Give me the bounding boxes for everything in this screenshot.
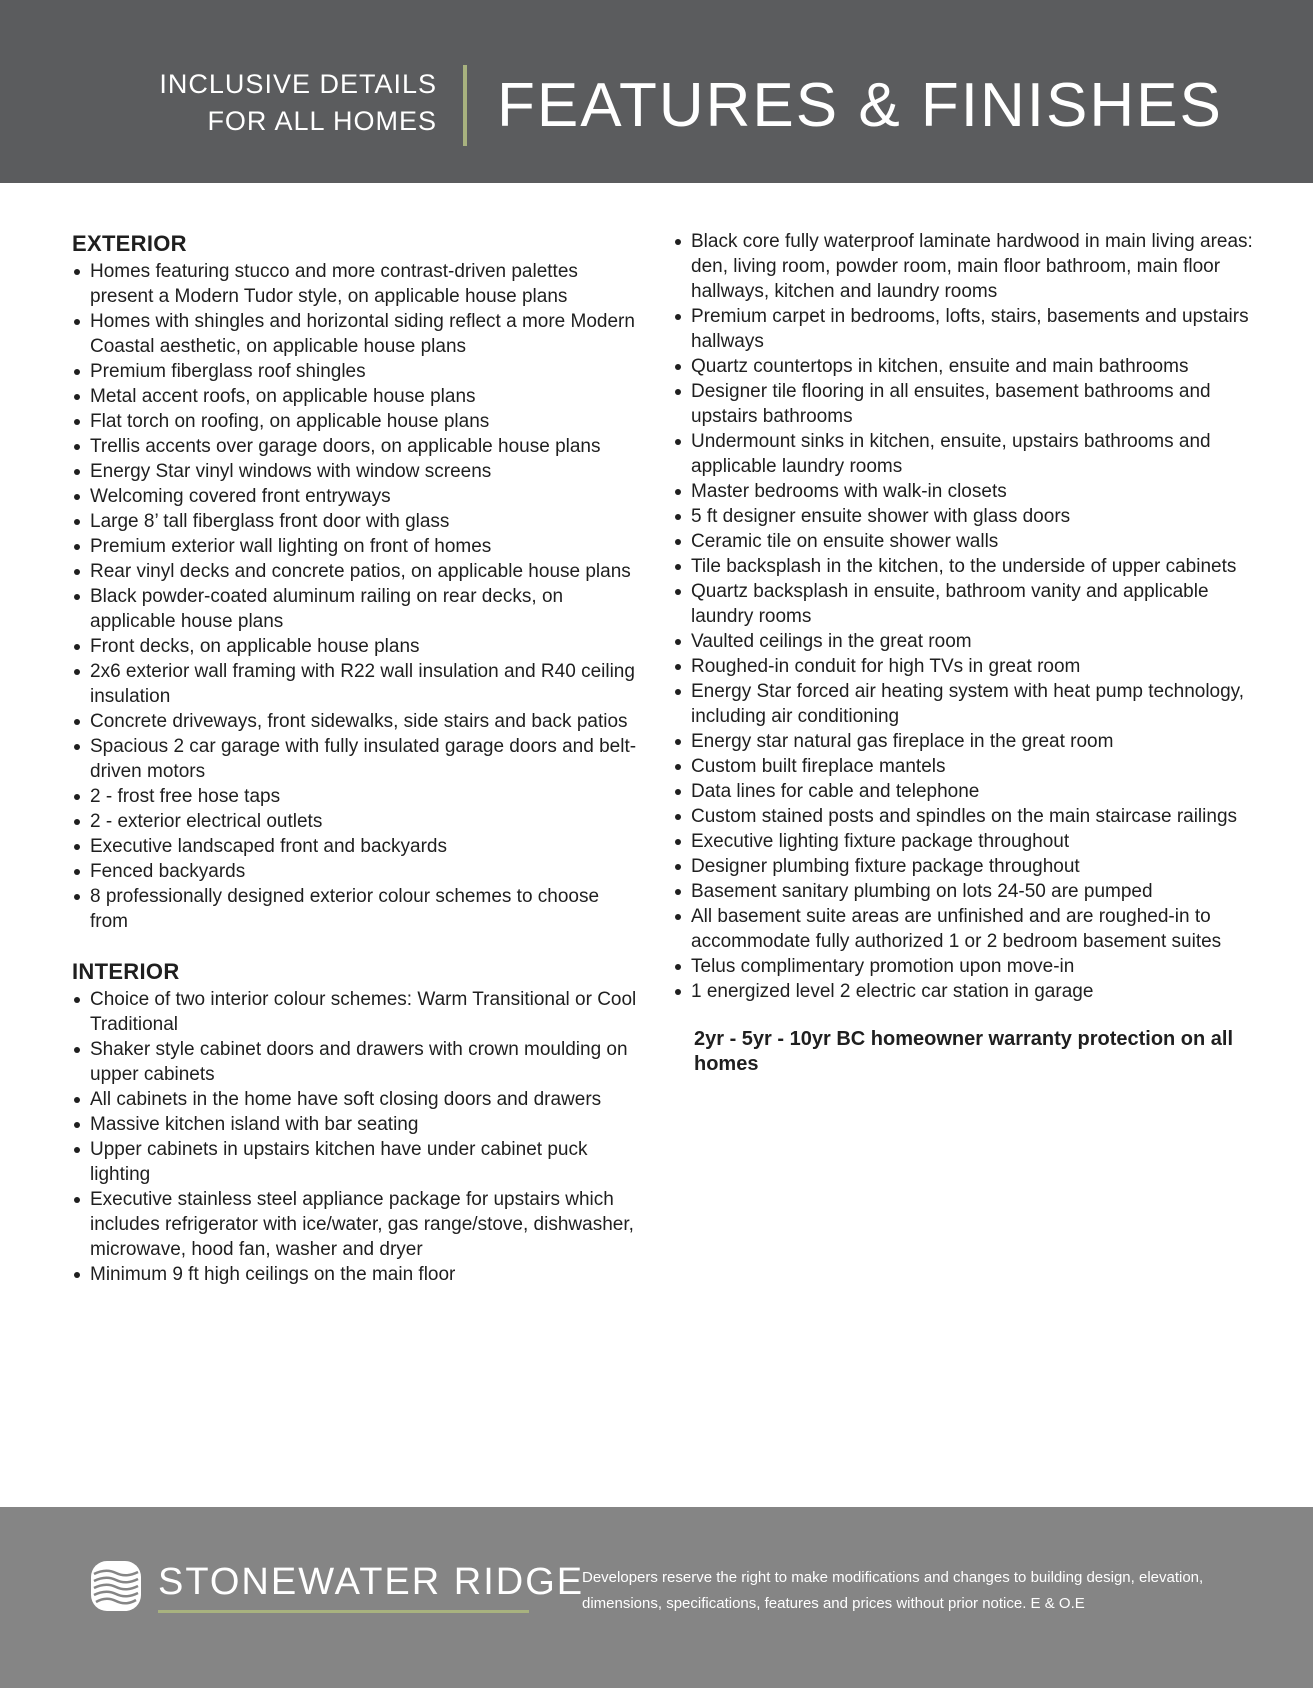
list-item: 2 - frost free hose taps <box>72 784 642 809</box>
list-item: Rear vinyl decks and concrete patios, on applicable house plans <box>72 559 642 584</box>
list-item: Custom built fireplace mantels <box>673 754 1273 779</box>
list-item: Quartz backsplash in ensuite, bathroom vanity and applicable laundry rooms <box>673 579 1273 629</box>
list-item: Premium exterior wall lighting on front of homes <box>72 534 642 559</box>
header-subtitle-line1: INCLUSIVE DETAILS <box>159 69 437 99</box>
right-column <box>673 229 1273 1077</box>
list-item: Metal accent roofs, on applicable house plans <box>72 384 642 409</box>
list-item: Executive stainless steel appliance package for upstairs which includes refrigerator with ice/water, gas range/stove, dishwasher, microwave, hood fan, washer and dryer <box>72 1187 642 1262</box>
list-item: Massive kitchen island with bar seating <box>72 1112 642 1137</box>
left-column <box>72 230 642 1287</box>
page-footer <box>0 1507 1313 1688</box>
list-item: Shaker style cabinet doors and drawers with crown moulding on upper cabinets <box>72 1037 642 1087</box>
list-item: Energy star natural gas fireplace in the great room <box>673 729 1273 754</box>
list-item: Designer tile flooring in all ensuites, basement bathrooms and upstairs bathrooms <box>673 379 1273 429</box>
list-item: Black core fully waterproof laminate hardwood in main living areas: den, living room, powder room, main floor bathroom, main floor hallways, kitchen and laundry rooms <box>673 229 1273 304</box>
list-item: Data lines for cable and telephone <box>673 779 1273 804</box>
list-item: Basement sanitary plumbing on lots 24-50 are pumped <box>673 879 1273 904</box>
list-item: 8 professionally designed exterior colour schemes to choose from <box>72 884 642 934</box>
list-item: Concrete driveways, front sidewalks, side stairs and back patios <box>72 709 642 734</box>
list-item: Homes with shingles and horizontal siding reflect a more Modern Coastal aesthetic, on applicable house plans <box>72 309 642 359</box>
list-item: Quartz countertops in kitchen, ensuite and main bathrooms <box>673 354 1273 379</box>
list-item: Front decks, on applicable house plans <box>72 634 642 659</box>
page-header <box>0 0 1313 183</box>
list-item: 5 ft designer ensuite shower with glass doors <box>673 504 1273 529</box>
list-item: Ceramic tile on ensuite shower walls <box>673 529 1273 554</box>
brand-logo-text: STONEWATER RIDGE <box>158 1561 585 1603</box>
list-item: Roughed-in conduit for high TVs in great room <box>673 654 1273 679</box>
list-item: Welcoming covered front entryways <box>72 484 642 509</box>
list-item: Premium carpet in bedrooms, lofts, stairs, basements and upstairs hallways <box>673 304 1273 354</box>
exterior-list <box>72 259 642 934</box>
header-subtitle <box>157 66 437 140</box>
list-item: 2x6 exterior wall framing with R22 wall insulation and R40 ceiling insulation <box>72 659 642 709</box>
list-item: Homes featuring stucco and more contrast-driven palettes present a Modern Tudor style, on applicable house plans <box>72 259 642 309</box>
list-item: Flat torch on roofing, on applicable house plans <box>72 409 642 434</box>
logo-underline <box>158 1610 529 1613</box>
list-item: Premium fiberglass roof shingles <box>72 359 642 384</box>
list-item: Custom stained posts and spindles on the main staircase railings <box>673 804 1273 829</box>
list-item: 1 energized level 2 electric car station in garage <box>673 979 1273 1004</box>
header-divider <box>463 65 467 146</box>
exterior-heading: EXTERIOR <box>72 231 187 256</box>
list-item: All cabinets in the home have soft closing doors and drawers <box>72 1087 642 1112</box>
interior-heading: INTERIOR <box>72 959 180 984</box>
list-item: Fenced backyards <box>72 859 642 884</box>
list-item: Telus complimentary promotion upon move-in <box>673 954 1273 979</box>
list-item: 2 - exterior electrical outlets <box>72 809 642 834</box>
list-item: Black powder-coated aluminum railing on rear decks, on applicable house plans <box>72 584 642 634</box>
list-item: Vaulted ceilings in the great room <box>673 629 1273 654</box>
list-item: Executive lighting fixture package throughout <box>673 829 1273 854</box>
list-item: Upper cabinets in upstairs kitchen have under cabinet puck lighting <box>72 1137 642 1187</box>
list-item: Trellis accents over garage doors, on applicable house plans <box>72 434 642 459</box>
list-item: Undermount sinks in kitchen, ensuite, upstairs bathrooms and applicable laundry rooms <box>673 429 1273 479</box>
warranty-note: 2yr - 5yr - 10yr BC homeowner warranty protection on all homes <box>694 1028 1234 1075</box>
list-item: Executive landscaped front and backyards <box>72 834 642 859</box>
list-item: Minimum 9 ft high ceilings on the main floor <box>72 1262 642 1287</box>
interior-continued-list <box>673 229 1273 1004</box>
list-item: Choice of two interior colour schemes: Warm Transitional or Cool Traditional <box>72 987 642 1037</box>
wave-stone-icon <box>90 1560 142 1612</box>
list-item: All basement suite areas are unfinished and are roughed-in to accommodate fully authorized 1 or 2 bedroom basement suites <box>673 904 1273 954</box>
list-item: Energy Star vinyl windows with window screens <box>72 459 642 484</box>
list-item: Designer plumbing fixture package throughout <box>673 854 1273 879</box>
list-item: Energy Star forced air heating system with heat pump technology, including air conditioning <box>673 679 1273 729</box>
list-item: Spacious 2 car garage with fully insulated garage doors and belt-driven motors <box>72 734 642 784</box>
page-title: FEATURES & FINISHES <box>497 71 1223 140</box>
legal-disclaimer: Developers reserve the right to make modifications and changes to building design, elevation, dimensions, specifications, features and prices without prior notice. E & O.E <box>582 1569 1204 1612</box>
list-item: Large 8’ tall fiberglass front door with glass <box>72 509 642 534</box>
header-subtitle-line2: FOR ALL HOMES <box>207 106 437 136</box>
list-item: Tile backsplash in the kitchen, to the underside of upper cabinets <box>673 554 1273 579</box>
interior-list <box>72 987 642 1287</box>
list-item: Master bedrooms with walk-in closets <box>673 479 1273 504</box>
